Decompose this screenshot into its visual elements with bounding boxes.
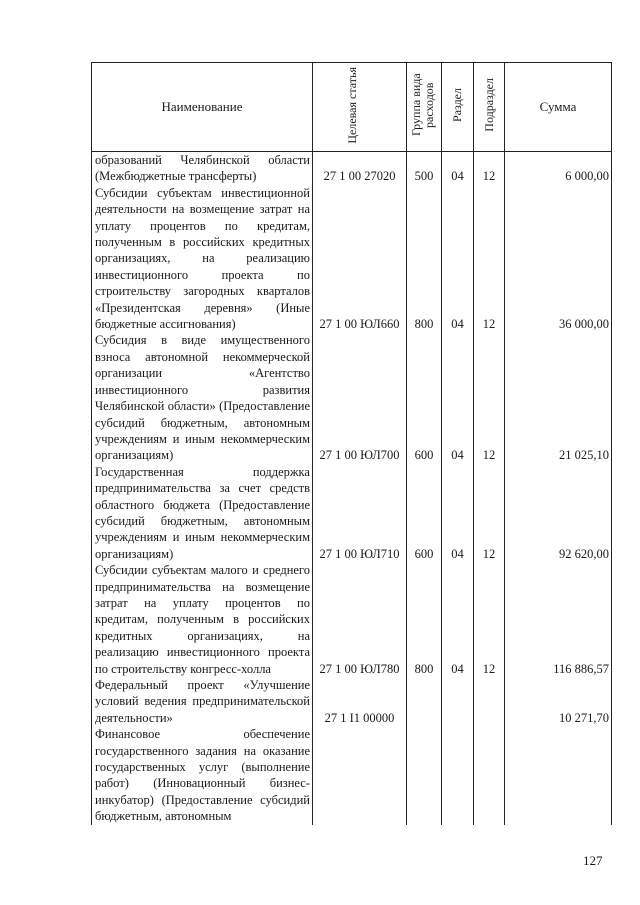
- row-sum: 10 271,70: [505, 677, 612, 726]
- row-sum: 116 886,57: [505, 562, 612, 677]
- row-name: Федеральный проект «Улучшение условий ведения предпринимательской деятельности»: [92, 677, 313, 726]
- table-row: [92, 726, 612, 824]
- row-section: 04: [442, 464, 474, 562]
- row-subsection: 12: [474, 332, 505, 463]
- row-expense-group: [407, 677, 442, 726]
- page-number: 127: [583, 853, 603, 868]
- header-target-article-label: Целевая статья: [344, 66, 359, 144]
- row-section: [442, 677, 474, 726]
- row-subsection: 12: [474, 152, 505, 185]
- row-expense-group: 600: [407, 332, 442, 463]
- row-expense-group: [407, 726, 442, 824]
- header-target-article: [313, 63, 407, 152]
- row-subsection: 12: [474, 185, 505, 333]
- row-name: Финансовое обеспечение государственного задания на оказание государственных услуг (выполнение работ) (Инновационный бизнес-инкубатор) (Предоставление субсидий бюджетным, автономным: [92, 726, 313, 824]
- table-row: [92, 677, 612, 726]
- row-subsection: [474, 726, 505, 824]
- row-expense-group: 600: [407, 464, 442, 562]
- header-expense-group: [407, 63, 442, 152]
- row-expense-group: 800: [407, 562, 442, 677]
- row-expense-group: 500: [407, 152, 442, 185]
- header-section-label: Раздел: [450, 88, 464, 122]
- row-name: Государственная поддержка предпринимательства за счет средств областного бюджета (Предоставление субсидий бюджетным, автономным учреждениям и иным некоммерческим организациям): [92, 464, 313, 562]
- row-section: 04: [442, 152, 474, 185]
- header-subsection-label: Подраздел: [481, 78, 496, 132]
- row-target-article: 27 1 00 27020: [313, 152, 407, 185]
- table-row: [92, 185, 612, 333]
- row-expense-group: 800: [407, 185, 442, 333]
- table-row: [92, 562, 612, 677]
- row-subsection: 12: [474, 562, 505, 677]
- row-target-article: 27 1 I1 00000: [313, 677, 407, 726]
- table-row: [92, 152, 612, 185]
- row-section: 04: [442, 332, 474, 463]
- row-sum: [505, 726, 612, 824]
- row-name: образований Челябинской области (Межбюджетные трансферты): [92, 152, 313, 185]
- header-sum: Сумма: [505, 63, 612, 152]
- header-expense-group-label: Группа вида расходов: [409, 73, 436, 137]
- row-name: Субсидия в виде имущественного взноса автономной некоммерческой организации «Агентство инвестиционного развития Челябинской области» (Предоставление субсидий бюджетным, автономным учреждениям и иным некоммерческим организациям): [92, 332, 313, 463]
- table-header-row: [92, 63, 612, 152]
- row-section: [442, 726, 474, 824]
- header-section: [442, 63, 474, 152]
- budget-table-container: [91, 62, 611, 825]
- row-target-article: 27 1 00 ЮЛ660: [313, 185, 407, 333]
- row-section: 04: [442, 185, 474, 333]
- row-name: Субсидии субъектам малого и среднего предпринимательства на возмещение затрат на уплату процентов по кредитам, полученным в российских кредитных организациях, на реализацию инвестиционного проекта по строительству конгресс-холла: [92, 562, 313, 677]
- row-section: 04: [442, 562, 474, 677]
- row-name: Субсидии субъектам инвестиционной деятельности на возмещение затрат на уплату процентов по кредитам, полученным в российских кредитных организациях, на реализацию инвестиционного проекта по строительству загородных кварталов «Президентская деревня» (Иные бюджетные ассигнования): [92, 185, 313, 333]
- table-row: [92, 332, 612, 463]
- budget-table: [91, 62, 612, 825]
- row-subsection: 12: [474, 464, 505, 562]
- row-subsection: [474, 677, 505, 726]
- row-target-article: [313, 726, 407, 824]
- row-target-article: 27 1 00 ЮЛ710: [313, 464, 407, 562]
- row-sum: 6 000,00: [505, 152, 612, 185]
- row-sum: 36 000,00: [505, 185, 612, 333]
- row-sum: 92 620,00: [505, 464, 612, 562]
- row-target-article: 27 1 00 ЮЛ700: [313, 332, 407, 463]
- table-row: [92, 464, 612, 562]
- header-subsection: [474, 63, 505, 152]
- row-sum: 21 025,10: [505, 332, 612, 463]
- row-target-article: 27 1 00 ЮЛ780: [313, 562, 407, 677]
- header-name: Наименование: [92, 63, 313, 152]
